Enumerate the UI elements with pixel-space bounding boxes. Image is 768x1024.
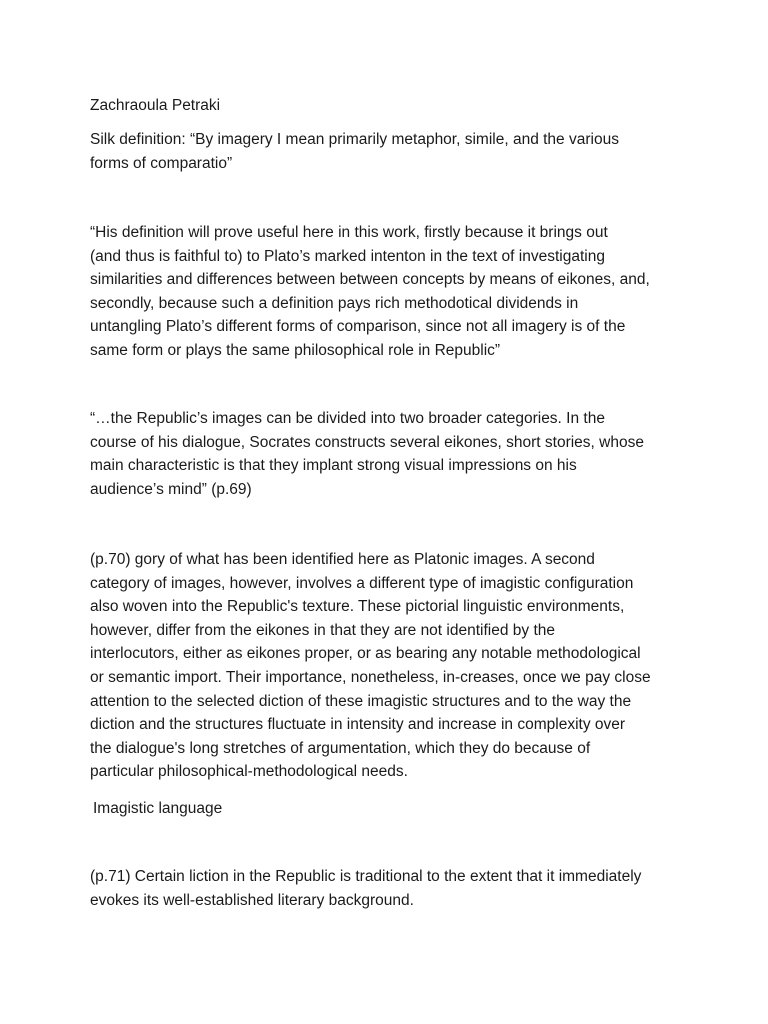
silk-definition: Silk definition: “By imagery I mean primarily metaphor, simile, and the various forms of comparatio” xyxy=(90,131,619,172)
paragraph-p70: (p.70) gory of what has been identified here as Platonic images. A second category of images, however, involves a different type of imagistic configuration also woven into the Republic's texture. These pictorial linguistic environments, however, differ from the eikones in that they are not identified by the interlocutors, either as eikones proper, or as bearing any notable methodological or semantic import. Their importance, nonetheless, in-creases, once we pay close attention to the selected diction of these imagistic structures and to the way the diction and the structures fluctuate in intensity and increase in complexity over the dialogue's long stretches of argumentation, which they do because of particular philosophical-methodological needs. xyxy=(90,551,651,781)
heading-imagistic-language: Imagistic language xyxy=(93,800,223,817)
paragraph-definition-usefulness: “His definition will prove useful here in this work, firstly because it brings out (and thus is faithful to) to Plato’s marked intenton in the text of investigating similarities and differences between between concepts by means of eikones, and, secondly, because such a definition pays rich methodotical dividends in untangling Plato’s different forms of comparison, since not all imagery is of the same form or plays the same philosophical role in Republic” xyxy=(90,224,650,359)
author-name: Zachraoula Petraki xyxy=(90,97,221,114)
paragraph-p71: (p.71) Certain liction in the Republic is traditional to the extent that it immediately evokes its well-established literary background. xyxy=(90,868,642,909)
paragraph-image-categories: “…the Republic’s images can be divided into two broader categories. In the course of his dialogue, Socrates constructs several eikones, short stories, whose main characteristic is that they implant strong visual impressions on his audience’s mind” (p.69) xyxy=(90,410,644,498)
